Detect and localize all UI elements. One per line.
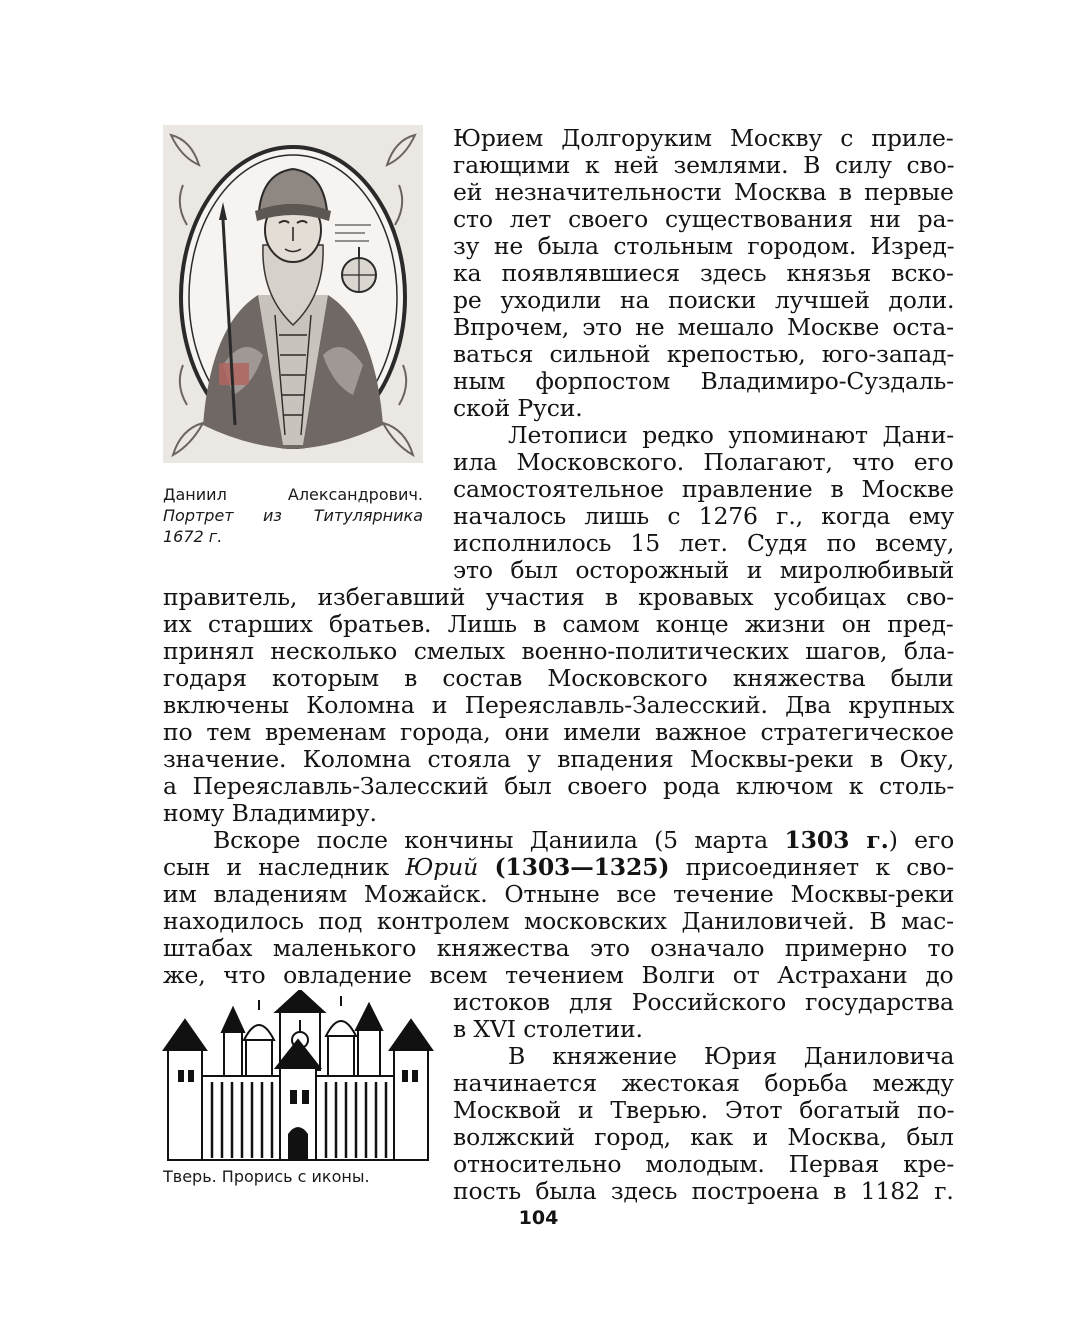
text-run: Вскоре после кончины Даниила (5 марта	[213, 826, 785, 854]
text-line: ской Руси.	[453, 394, 583, 422]
text-line: сто лет своего существования ни ра-	[453, 205, 955, 233]
text-line: самостоятельное правление в Москве	[453, 475, 954, 503]
text-line: ваться сильной крепостью, юго-запад-	[453, 340, 955, 368]
text-line: а Переяславль-Залесский был своего рода ключом к столь-	[163, 772, 955, 800]
portrait-caption-name-first: Даниил	[163, 485, 227, 504]
text-line: находилось под контролем московских Даниловичей. В мас-	[163, 907, 954, 935]
text-line: правитель, избегавший участия в кровавых усобицах сво-	[163, 583, 955, 611]
text-line: ным форпостом Владимиро-Суздаль-	[453, 367, 954, 395]
text-run: ) его	[888, 826, 955, 854]
text-line: Юрием Долгоруким Москву с приле-	[453, 124, 954, 152]
text-line: по тем временам города, они имели важное стратегическое	[163, 718, 954, 746]
text-line: зу не была стольным городом. Изред-	[453, 232, 955, 260]
text-line: пость была здесь построена в 1182 г.	[453, 1177, 954, 1205]
page-number: 104	[518, 1207, 559, 1229]
text-run: сын и наследник	[163, 853, 406, 881]
text-line: в XVI столетии.	[453, 1015, 643, 1043]
text-run: присоединяет к сво-	[669, 853, 955, 881]
text-run	[478, 853, 494, 881]
text-line: их старших братьев. Лишь в самом конце жизни он пред-	[163, 610, 954, 638]
text-line: относительно молодым. Первая кре-	[453, 1150, 955, 1178]
text-line: ре уходили на поиски лучшей доли.	[453, 286, 955, 314]
years-bold: (1303—1325)	[494, 853, 670, 881]
name-italic: Юрий	[405, 853, 479, 881]
text-line: годаря которым в состав Московского княжества были	[163, 664, 954, 692]
text-line: ка появлявшиеся здесь князья вско-	[453, 259, 954, 287]
portrait-caption-line-2	[163, 505, 423, 526]
text-line: значение. Коломна стояла у впадения Москвы-реки в Оку,	[163, 745, 955, 773]
text-line: это был осторожный и миролюбивый	[453, 556, 955, 584]
text-line: волжский город, как и Москва, был	[453, 1123, 954, 1151]
portrait-caption-line-1	[163, 484, 423, 505]
text-line: В княжение Юрия Даниловича	[508, 1042, 955, 1070]
text-line: им владениям Можайск. Отныне все течение Москвы-реки	[163, 880, 955, 908]
text-line: исполнилось 15 лет. Судя по всему,	[453, 529, 955, 557]
text-line: началось лишь с 1276 г., когда ему	[453, 502, 955, 530]
text-line: истоков для Российского государства	[453, 988, 954, 1016]
text-line: принял несколько смелых военно-политических шагов, бла-	[163, 637, 955, 665]
text-line: штабах маленького княжества это означало примерно то	[163, 934, 955, 962]
text-line	[163, 854, 954, 881]
text-line: Летописи редко упоминают Дани-	[508, 421, 955, 449]
portrait-caption-word-1: Портрет	[163, 506, 234, 525]
text-line: гающими к ней землями. В силу сво-	[453, 151, 955, 179]
portrait-daniil-illustration	[163, 125, 423, 463]
text-line: ному Владимиру.	[163, 799, 377, 827]
text-line: ила Московского. Полагают, что его	[453, 448, 954, 476]
tver-fortress-illustration	[162, 990, 434, 1165]
date-bold: 1303 г.	[784, 826, 889, 854]
portrait-caption-line-3: 1672 г.	[163, 527, 223, 546]
text-line: включены Коломна и Переяславль-Залесский. Два крупных	[163, 691, 955, 719]
portrait-caption-word-2: из	[263, 506, 282, 525]
text-line: Впрочем, это не мешало Москве оста-	[453, 313, 954, 341]
text-line	[213, 827, 954, 854]
text-line: начинается жестокая борьба между	[453, 1069, 954, 1097]
portrait-caption-word-3: Титулярника	[313, 506, 423, 525]
text-line: ей незначительности Москва в первые	[453, 178, 954, 206]
portrait-caption-name-last: Александрович.	[287, 485, 423, 504]
fortress-caption: Тверь. Прорись с иконы.	[163, 1167, 370, 1186]
text-line: же, что овладение всем течением Волги от Астрахани до	[163, 961, 954, 989]
text-line: Москвой и Тверью. Этот богатый по-	[453, 1096, 955, 1124]
